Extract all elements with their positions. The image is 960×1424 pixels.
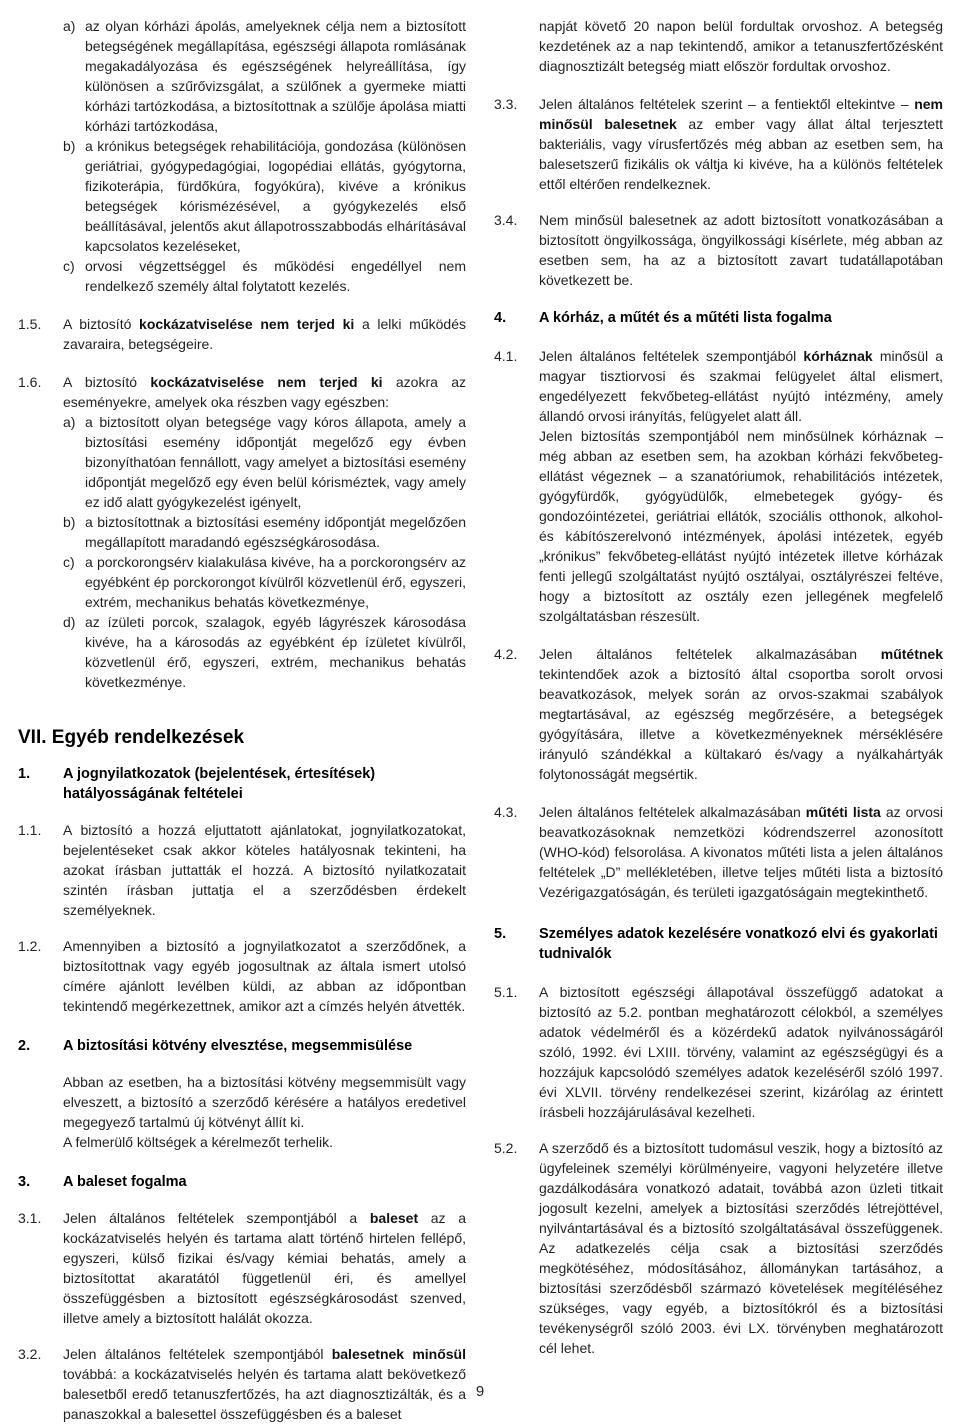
heading-number: 3. bbox=[18, 1174, 31, 1190]
heading-number: 2. bbox=[18, 1038, 31, 1054]
section-text: Jelen biztosítás szempontjából nem minősülnek kórháznak – még abban az esetben sem, ha azokban kórházi fekvőbeteg-ellátást végeznek – a szanatóriumok, rehabilitációs intézetek, gyógyfürdők, gyógyüdülők, elmebetegek gyógy- és gondozóintézetei, geriátriai ellátók, szociális otthonok, alkohol- és kábítószerelvonó intézmények, ápolási intézetek, egyéb „krónikus” fekvőbeteg-ellátást nyújtó intézetek illetve kórházak fenti jellegű szolgáltatást nyújtó osztályai, osztályrészei feltéve, hogy a biztosított az osztály ezen jellegének megfelelő szolgáltatásban részesült. bbox=[539, 428, 943, 624]
section-text: Jelen általános feltételek alkalmazásában műtéti lista az orvosi beavatkozásoknak nemzetközi kódrendszerrel azonosított (WHO-kód) felsorolása. A kivonatos műtéti lista a jelen általános feltételek „D” mellékletében, illetve teljes műtéti lista a biztosító Vezérigazgatóságán, és területi igazgatóságain megtekinthető. bbox=[539, 804, 943, 900]
section-number: 4.2. bbox=[494, 646, 518, 662]
section-3-3 bbox=[494, 94, 943, 194]
list-item bbox=[63, 552, 466, 612]
section-3-2 bbox=[18, 1344, 466, 1424]
section-text: A biztosító a hozzá eljuttatott ajánlatokat, jognyilatkozatokat, bejelentéseket csak akkor köteles hatályosnak tekinteni, ha azokat írásban juttatták el hozzá. A biztosító nyilatkozatait szintén írásban juttatja el a szerződésben érdekelt személyeknek. bbox=[63, 822, 466, 918]
heading-5 bbox=[494, 924, 943, 964]
section-number: 4.3. bbox=[494, 804, 518, 820]
section-number: 1.6. bbox=[18, 374, 42, 390]
section-1-1 bbox=[18, 820, 466, 920]
list-text: a krónikus betegségek rehabilitációja, gondozása (különösen geriátriai, gyógypedagógiai, logopédiai ellátás, gyógytorna, fizikoterápia, fürdőkúra, fogyókúra), kivéve a krónikus betegségek kórismézésével, a gyógykezelés első beállításával, jelentős akut állapotrosszabbodás elhárításával kapcsolatos kezeléseket, bbox=[85, 138, 466, 254]
list-text: orvosi végzettséggel és működési engedéllyel nem rendelkező személy által folytatott kezelés. bbox=[85, 258, 466, 294]
list-item bbox=[63, 256, 466, 296]
heading-2 bbox=[18, 1036, 466, 1056]
section-number: 4.1. bbox=[494, 348, 518, 364]
section-number: 3.4. bbox=[494, 212, 518, 228]
section-text: Amennyiben a biztosító a jognyilatkozatot a szerződőnek, a biztosítottnak vagy egyéb jogosultnak az általa ismert utolsó címére ajánlott levélben küldi, az abban az időpontban tekintendő megérkezettnek, amikor azt a címzés helyén átvették. bbox=[63, 938, 466, 1014]
heading-number: 5. bbox=[494, 926, 507, 942]
paragraph: A felmerülő költségek a kérelmezőt terhelik. bbox=[63, 1134, 334, 1150]
chapter-heading: VII. Egyéb rendelkezések bbox=[18, 727, 245, 748]
section-number: 5.1. bbox=[494, 984, 518, 1000]
page-number: 9 bbox=[475, 1383, 485, 1400]
section-text: A szerződő és a biztosított tudomásul veszik, hogy a biztosító az ügyfeleinek személyi körülményeire, vagyoni helyzetére illetve gazdálkodására vonatkozó adatait, továbbá azon üzleti titkait jogosult kezelni, amelyek a biztosítási szerződés létrejöttével, nyilvántartásával és a biztosító szolgáltatásával összefüggenek. Az adatkezelés célja csak a biztosítási szerződés megkötéséhez, módosításához, állománykan tartásához, a biztosítási szerződésből származó követelések megítéléséhez szükséges, vagy egyéb, a biztosítókról és a biztosítási tevékenységről szóló 2003. évi LX. törvényben meghatározott cél lehet. bbox=[539, 1140, 943, 1356]
section-3-4 bbox=[494, 210, 943, 290]
list-label: c) bbox=[63, 554, 75, 570]
section-text: Jelen általános feltételek szempontjából balesetnek minősül továbbá: a kockázatviselés helyén és tartama alatt bekövetkező balesetből eredő tetanuszfertőzés, ha azt diagnosztizálták, és a panaszokkal a balesettel összefüggésben és a baleset bbox=[63, 1346, 466, 1422]
section-text: Nem minősül balesetnek az adott biztosított vonatkozásában a biztosított öngyilkossága, öngyilkossági kísérlete, még abban az esetben sem, ha az a biztosított zavart tudatállapotában következett be. bbox=[539, 212, 943, 288]
section-3-1 bbox=[18, 1208, 466, 1328]
list-label: c) bbox=[63, 258, 75, 274]
section-number: 3.1. bbox=[18, 1210, 42, 1226]
list-item bbox=[63, 412, 466, 512]
section-text: A biztosító kockázatviselése nem terjed ki a lelki működés zavaraira, betegségeire. bbox=[63, 316, 466, 352]
list-text: az olyan kórházi ápolás, amelyeknek célja nem a biztosított betegségének megállapítása, egészségi állapota romlásának megakadályozása és egészségének helyreállítása, így különösen a szűrővizsgálat, a szülőnek a gyermeke miatti kórházi tartózkodása, a biztosítottnak a szülője ápolása miatti kórházi tartózkodása, bbox=[85, 18, 466, 134]
heading-title: Személyes adatok kezelésére vonatkozó elvi és gyakorlati tudnivalók bbox=[539, 926, 938, 962]
section-number: 1.5. bbox=[18, 316, 42, 332]
section-text: Jelen általános feltételek alkalmazásában műtétnek tekintendőek azok a biztosító által csoportba sorolt orvosi beavatkozások, melyek során az orvos-szakmai szabályok megtartásával, az egészség megőrzésére, a betegségek gyógyítására, illetve a következményeknek mérséklésére irányuló szándékkal a kültakaró és/vagy a nyálkahártyák folytonosságát megsértik. bbox=[539, 646, 943, 782]
heading-title: A kórház, a műtét és a műtéti lista fogalma bbox=[539, 310, 832, 326]
section-number: 3.3. bbox=[494, 96, 518, 112]
list-text: a biztosítottnak a biztosítási esemény időpontját megelőzően megállapított maradandó egészségkárosodása. bbox=[85, 514, 466, 550]
section-5-1 bbox=[494, 982, 943, 1122]
heading-4 bbox=[494, 308, 943, 328]
list-item bbox=[63, 16, 466, 136]
right-column bbox=[494, 16, 943, 1358]
list-label: b) bbox=[63, 514, 76, 530]
section-1-6 bbox=[18, 372, 466, 692]
heading-number: 1. bbox=[18, 766, 31, 782]
list-item bbox=[63, 512, 466, 552]
section-text: Jelen általános feltételek szempontjából a baleset az a kockázatviselés helyén és tartama alatt történő hirtelen fellépő, egyszeri, külső fizikai és/vagy kémiai behatás, amely a biztosítottat akaratától függetlenül éri, és amellyel összefüggésben a biztosított egészségkárosodást szenved, illetve amely a biztosított halálát okozza. bbox=[63, 1210, 466, 1326]
section-text: Jelen általános feltételek szempontjából kórháznak minősül a magyar tisztiorvosi és szakmai felügyelet által elismert, engedélyezett fekvőbeteg-ellátást nyújtó intézmény, amely állandó orvosi irányítás, felügyelet alatt áll. bbox=[539, 348, 943, 424]
list-item bbox=[63, 136, 466, 256]
section-number: 1.1. bbox=[18, 822, 42, 838]
section-4-3 bbox=[494, 802, 943, 902]
paragraph: Abban az esetben, ha a biztosítási kötvény megsemmisült vagy elveszett, a biztosító a szerződő kérésére a hatályos eredetivel megegyező tartalmú új kötvényt állít ki. bbox=[63, 1074, 466, 1130]
exclusion-list-continued bbox=[63, 16, 466, 296]
list-text: a porckorongsérv kialakulása kivéve, ha a porckorongsérv az egyébként ép porckorongot kívülről közvetlenül érő, egyszeri, extrém, mechanikus behatás következménye, bbox=[85, 554, 466, 610]
section-1-2 bbox=[18, 936, 466, 1016]
section-5-2 bbox=[494, 1138, 943, 1358]
list-label: a) bbox=[63, 18, 76, 34]
list-text: az ízületi porcok, szalagok, egyéb lágyrészek károsodása kivéve, ha a károsodás az egyébként ép ízületet kívülről, közvetlenül érő, egyszeri, extrém, mechanikus behatás következménye. bbox=[85, 614, 466, 690]
section-number: 5.2. bbox=[494, 1140, 518, 1156]
list-text: a biztosított olyan betegsége vagy kóros állapota, amely a biztosítási esemény időpontját megelőző egy évben bizonyíthatóan fennállott, vagy amelyet a biztosítási esemény időpontját megelőző egy éven belül kórisméztek, vagy amely ez idő alatt gyógykezelést igényelt, bbox=[85, 414, 466, 510]
list-label: b) bbox=[63, 138, 76, 154]
section-text: A biztosított egészségi állapotával összefüggő adatokat a biztosító az 5.2. pontban meghatározott célokból, a személyes adatok védelméről és a közérdekű adatok nyilvánosságáról szóló, 1992. évi LXIII. törvény, valamint az egészségügyi és a hozzájuk kapcsolódó személyes adatok kezeléséről szóló 1997. évi XLVII. törvény rendelkezései szerint, kizárólag az érintett írásbeli hozzájárulásával kezelheti. bbox=[539, 984, 943, 1120]
section-number: 1.2. bbox=[18, 938, 42, 954]
list-item bbox=[63, 612, 466, 692]
section-text: A biztosító kockázatviselése nem terjed ki azokra az eseményekre, amelyek oka részben vagy egészben: bbox=[63, 374, 467, 410]
list-label: a) bbox=[63, 414, 76, 430]
heading-title: A jognyilatkozatok (bejelentések, értesítések) hatályosságának feltételei bbox=[63, 766, 376, 802]
section-number: 3.2. bbox=[18, 1346, 42, 1362]
section-2-body bbox=[63, 1072, 466, 1152]
heading-title: A biztosítási kötvény elvesztése, megsemmisülése bbox=[63, 1038, 413, 1054]
list-label: d) bbox=[63, 614, 76, 630]
section-text: Jelen általános feltételek szerint – a fentiektől eltekintve – nem minősül balesetnek az ember vagy állat által terjesztett bakteriális, vagy vírusfertőzés még abban az esetben sem, ha balesetszerű fizikális ok váltja ki kivéve, ha a különös feltételek ettől eltérően rendelkeznek. bbox=[539, 96, 943, 192]
paragraph-continued: napját követő 20 napon belül fordultak orvoshoz. A betegség kezdetének az a nap tekintendő, amikor a tetanuszfertőzésként diagnosztizált betegség miatt először fordultak orvoshoz. bbox=[539, 18, 943, 74]
heading-number: 4. bbox=[494, 310, 507, 326]
heading-1 bbox=[18, 764, 466, 804]
heading-title: A baleset fogalma bbox=[63, 1174, 187, 1190]
section-4-2 bbox=[494, 644, 943, 784]
section-4-1 bbox=[494, 346, 943, 626]
section-1-5 bbox=[18, 314, 466, 354]
left-column bbox=[18, 16, 466, 1424]
heading-3 bbox=[18, 1172, 466, 1192]
